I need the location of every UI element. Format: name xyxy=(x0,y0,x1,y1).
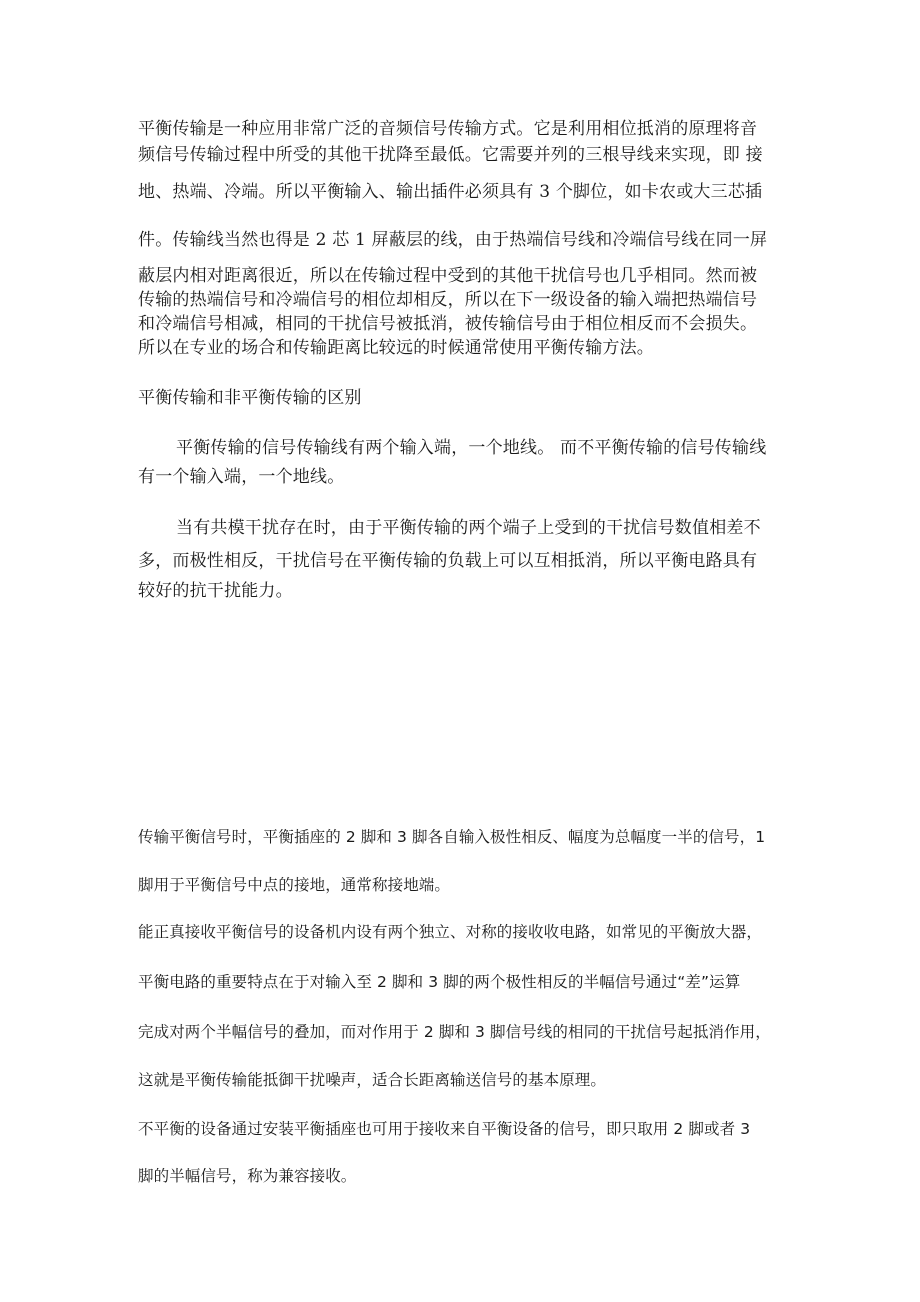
body-line: 较好的抗干扰能力。 xyxy=(138,581,293,601)
body-line: 这就是平衡传输能抵御干扰噪声，适合长距离输送信号的基本原理。 xyxy=(138,1071,607,1089)
body-line: 多，而极性相反，干扰信号在平衡传输的负载上可以互相抵消，所以平衡电路具有 xyxy=(138,551,758,571)
body-line: 有一个输入端，一个地线。 xyxy=(138,467,345,487)
body-line: 当有共模干扰存在时，由于平衡传输的两个端子上受到的干扰信号数值相差不 xyxy=(176,518,761,538)
body-line: 频信号传输过程中所受的其他干扰降至最低。它需要并列的三根导线来实现，即 接 xyxy=(138,145,763,165)
body-line: 脚用于平衡信号中点的接地，通常称接地端。 xyxy=(138,876,451,894)
body-line: 平衡电路的重要特点在于对输入至 2 脚和 3 脚的两个极性相反的半幅信号通过“差”运算 xyxy=(138,973,741,991)
body-line: 平衡传输的信号传输线有两个输入端，一个地线。 而不平衡传输的信号传输线 xyxy=(176,438,767,458)
body-line: 和冷端信号相减，相同的干扰信号被抵消，被传输信号由于相位相反而不会损失。 xyxy=(138,314,758,334)
body-line: 完成对两个半幅信号的叠加，而对作用于 2 脚和 3 脚信号线的相同的干扰信号起抵消作用， xyxy=(138,1023,771,1041)
body-line: 脚的半幅信号，称为兼容接收。 xyxy=(138,1167,357,1185)
body-line: 平衡传输是一种应用非常广泛的音频信号传输方式。它是利用相位抵消的原理将音 xyxy=(138,119,758,139)
body-line: 能正真接收平衡信号的设备机内设有两个独立、对称的接收收电路，如常见的平衡放大器， xyxy=(138,923,763,941)
body-line: 不平衡的设备通过安装平衡插座也可用于接收来自平衡设备的信号，即只取用 2 脚或者 3 xyxy=(138,1120,751,1138)
body-line: 所以在专业的场合和传输距离比较远的时候通常使用平衡传输方法。 xyxy=(138,338,654,358)
section-heading: 平衡传输和非平衡传输的区别 xyxy=(138,388,362,408)
body-line: 传输的热端信号和冷端信号的相位却相反，所以在下一级设备的输入端把热端信号 xyxy=(138,290,758,310)
body-line: 传输平衡信号时，平衡插座的 2 脚和 3 脚各自输入极性相反、幅度为总幅度一半的信号，1 xyxy=(138,828,766,846)
body-line: 蔽层内相对距离很近，所以在传输过程中受到的其他干扰信号也几乎相同。然而被 xyxy=(138,266,758,286)
body-line: 件。传输线当然也得是 2 芯 1 屏蔽层的线，由于热端信号线和冷端信号线在同一屏 xyxy=(138,230,768,250)
body-line: 地、热端、冷端。所以平衡输入、输出插件必须具有 3 个脚位，如卡农或大三芯插 xyxy=(138,182,763,202)
